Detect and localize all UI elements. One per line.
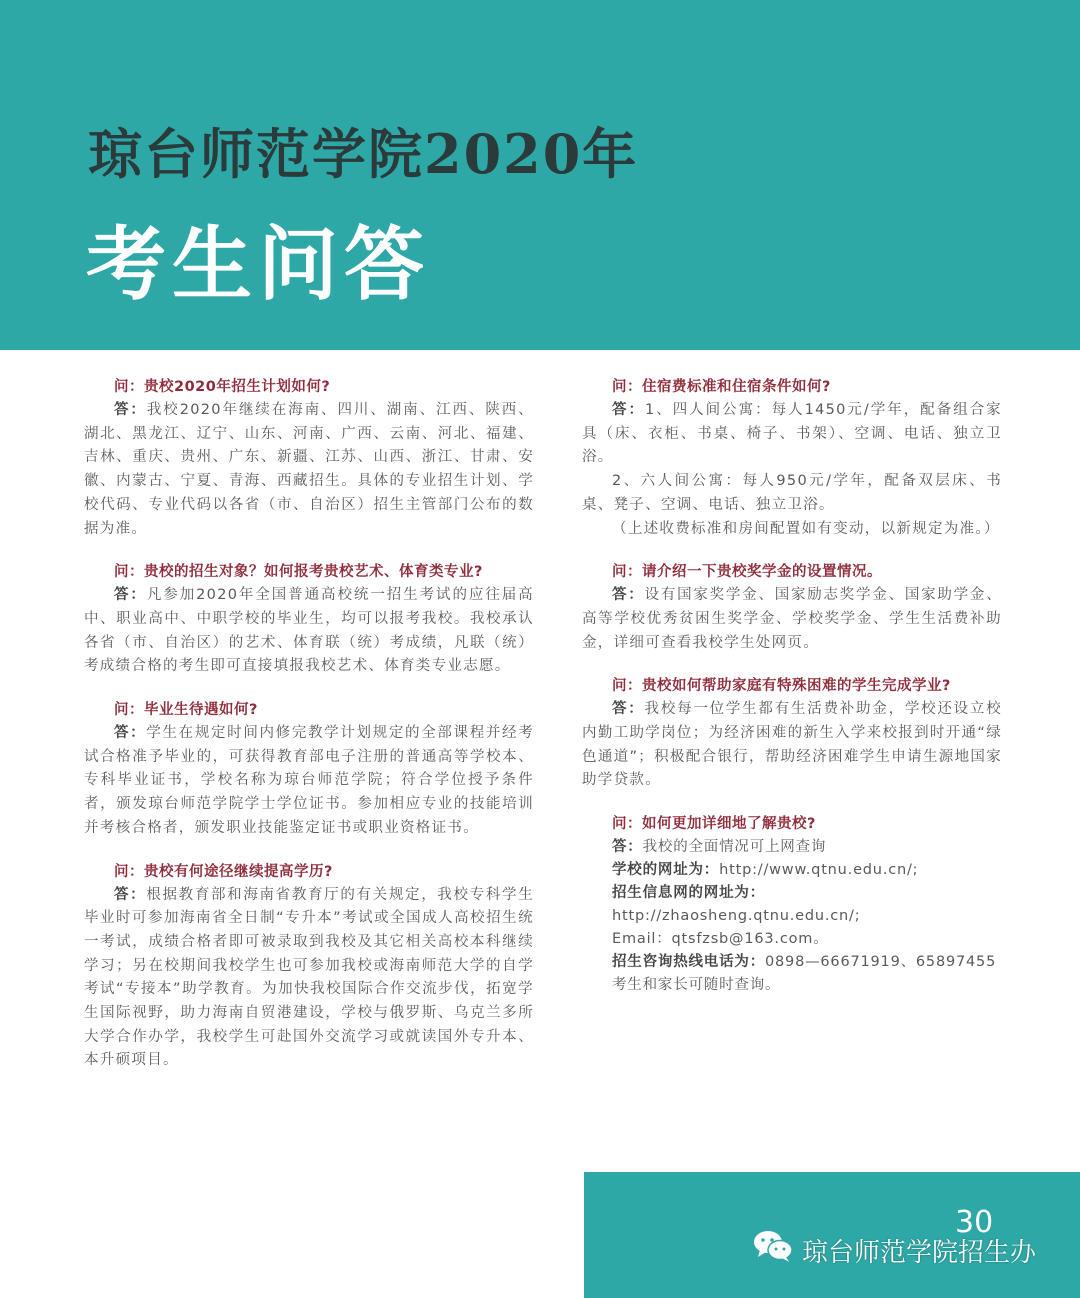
page-number: 30 — [955, 1205, 994, 1240]
answer-text: 我校每一位学生都有生活费补助金，学校还设立校内勤工助学岗位；为经济困难的新生入学来校报到时开通“绿色通道”；积极配合银行，帮助经济困难学生申请生源地国家助学贷款。 — [582, 701, 1002, 789]
qa-item-contact — [582, 813, 1002, 997]
answer-text: 我校的全面情况可上网查询 — [642, 839, 827, 856]
answer — [84, 584, 534, 679]
qa-item-scholarships — [582, 561, 1002, 655]
answer-text-3: （上述收费标准和房间配置如有变动，以新规定为准。） — [612, 520, 1000, 537]
page-subtitle: 考生问答 — [86, 218, 430, 311]
qa-item-graduate-benefits — [84, 699, 534, 841]
contact-note: 考生和家长可随时查询。 — [612, 977, 781, 994]
question: 问：贵校2020年招生计划如何? — [114, 379, 331, 395]
wechat-icon — [752, 1228, 794, 1264]
answer-label: 答： — [612, 839, 643, 856]
qa-item-further-education — [84, 861, 534, 1074]
wechat-account-name: 琼台师范学院招生办 — [802, 1238, 1037, 1268]
qa-item-accommodation — [582, 376, 1002, 541]
question: 问：贵校有何途径继续提高学历? — [114, 863, 333, 880]
answer-label: 答： — [114, 402, 147, 418]
question: 问：毕业生待遇如何? — [114, 702, 258, 719]
page-title: 琼台师范学院2020年 — [88, 122, 639, 186]
answer — [582, 698, 1002, 793]
email-address[interactable]: Email：qtsfzsb@163.com。 — [612, 931, 829, 948]
question: 问：请介绍一下贵校奖学金的设置情况。 — [612, 564, 882, 581]
question: 问：如何更加详细地了解贵校? — [612, 816, 816, 833]
answer-label: 答： — [612, 402, 645, 418]
header-banner — [0, 0, 1080, 350]
answer-text: 设有国家奖学金、国家励志奖学金、国家助学金、高等学校优秀贫困生奖学金、学校奖学金、学生生活费补助金，详细可查看我校学生处网页。 — [582, 587, 1002, 651]
qa-item-enrollment-plan — [84, 376, 534, 541]
qa-item-financial-aid — [582, 675, 1002, 793]
right-column — [582, 376, 1002, 1017]
answer — [84, 884, 534, 1074]
answer-label: 答： — [114, 587, 147, 604]
answer-text: 1、四人间公寓：每人1450元/学年，配备组合家具（床、衣柜、书桌、椅子、书架）、空调、电话、独立卫浴。 — [582, 402, 1002, 466]
question: 问：贵校的招生对象？如何报考贵校艺术、体育类专业? — [114, 564, 483, 581]
website-label: 学校的网址为： — [612, 862, 720, 879]
answer-label: 答： — [114, 725, 147, 742]
answer — [84, 722, 534, 841]
answer-text: 凡参加2020年全国普通高校统一招生考试的应往届高中、职业高中、中职学校的毕业生，均可以报考我校。我校承认各省（市、自治区）的艺术、体育联（统）考成绩，凡联（统）考成绩合格的考生即可直接填报我校艺术、体育类专业志愿。 — [84, 587, 534, 675]
qa-item-admission-target — [84, 561, 534, 679]
answer — [582, 399, 1002, 541]
hotline-label: 招生咨询热线电话为： — [612, 954, 765, 971]
admission-site-label: 招生信息网的网址为： — [612, 885, 765, 902]
answer — [84, 399, 534, 541]
answer-text: 学生在规定时间内修完教学计划规定的全部课程并经考试合格准予毕业的，可获得教育部电子注册的普通高等学校本、专科毕业证书，学校名称为琼台师范学院；符合学位授予条件者，颁发琼台师范学院学士学位证书。参加相应专业的技能培训并考核合格者，颁发职业技能鉴定证书或职业资格证书。 — [84, 725, 534, 836]
hotline-number: 0898—66671919、65897455 — [765, 954, 997, 971]
answer-text: 我校2020年继续在海南、四川、湖南、江西、陕西、湖北、黑龙江、辽宁、山东、河南、广西、云南、河北、福建、吉林、重庆、贵州、广东、新疆、江苏、山西、浙江、甘肃、安徽、内蒙古、宁夏、青海、西藏招生。具体的专业招生计划、学校代码、专业代码以各省（市、自治区）招生主管部门公布的数据为准。 — [84, 402, 534, 537]
question: 问：住宿费标准和住宿条件如何? — [612, 379, 831, 395]
answer-label: 答： — [114, 886, 147, 903]
answer-label: 答： — [612, 701, 645, 718]
website-link[interactable]: http://www.qtnu.edu.cn/; — [719, 862, 919, 879]
answer — [582, 584, 1002, 655]
answer-label: 答： — [612, 587, 645, 604]
left-column — [84, 376, 534, 1093]
question: 问：贵校如何帮助家庭有特殊困难的学生完成学业? — [612, 678, 951, 695]
answer-text: 根据教育部和海南省教育厅的有关规定，我校专科学生毕业时可参加海南省全日制“专升本”考试或全国成人高校招生统一考试，成绩合格者即可被录取到我校及其它相关高校本科继续学习；另在校期间我校学生也可参加我校或海南师范大学的自学考试“专接本”助学教育。为加快我校国际合作交流步伐，拓宽学生国际视野，助力海南自贸港建设，学校与俄罗斯、乌克兰多所大学合作办学，我校学生可赴国外交流学习或就读国外专升本、本升硕项目。 — [84, 886, 534, 1069]
admission-site-link[interactable]: http://zhaosheng.qtnu.edu.cn/; — [612, 908, 861, 925]
answer-text-2: 2、六人间公寓：每人950元/学年，配备双层床、书桌、凳子、空调、电话、独立卫浴。 — [582, 473, 1002, 513]
